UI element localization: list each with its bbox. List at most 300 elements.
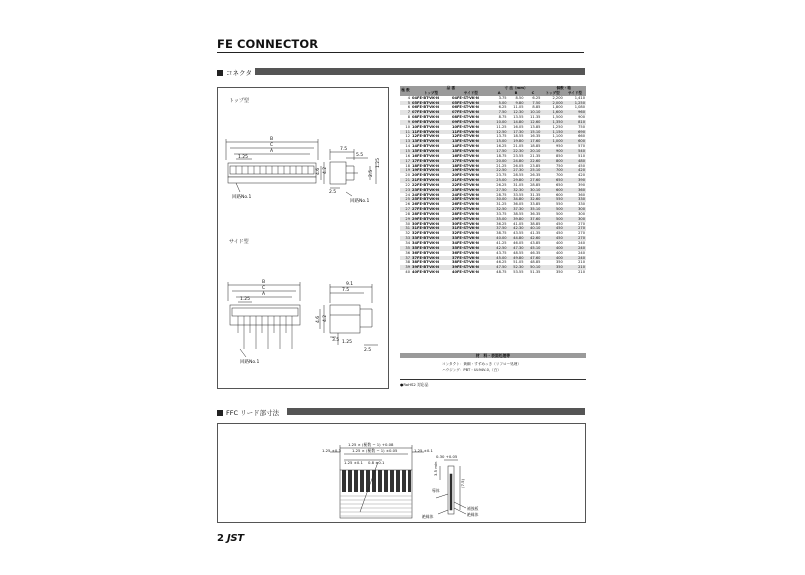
table-cell: 45.00 [491, 256, 508, 261]
table-cell: 15.10 [525, 130, 542, 135]
table-cell: 37 [400, 256, 411, 261]
table-cell: 37.30 [508, 207, 525, 212]
table-cell: 690 [564, 130, 586, 135]
table-cell: 41.35 [530, 231, 541, 236]
table-cell: 35.10 [525, 207, 542, 212]
table-cell: 05FE-BT-VK-N [411, 101, 451, 106]
table-cell: 05FE-ST-VK-N [451, 101, 491, 106]
section-header-connector [217, 68, 252, 77]
table-cell: 850 [555, 153, 563, 158]
table-cell: 36FE-BT-VK-N [412, 250, 440, 255]
table-cell: 400 [541, 256, 563, 261]
table-cell: 36FE-ST-VK-N [451, 250, 479, 255]
table-cell: 16 [405, 153, 410, 158]
dim-w1: 7.5 [340, 147, 348, 152]
table-cell: 15.00 [491, 139, 508, 144]
table-cell: 8.85 [532, 105, 541, 110]
table-cell: 25.10 [525, 168, 542, 173]
table-cell: 420 [564, 168, 586, 173]
table-cell: 26.25 [496, 182, 507, 187]
table-cell: 11.35 [530, 115, 541, 120]
ffc-support: 補強板 [467, 506, 479, 511]
table-cell: 16.35 [530, 134, 541, 139]
table-cell: 12FE-ST-VK-N [451, 134, 479, 139]
table-cell: 16.05 [513, 124, 524, 129]
section-bar-ffc [287, 408, 585, 415]
side-dim-s3: 2.5 [364, 348, 372, 353]
pin-label-top: 回路No.1 [232, 195, 252, 200]
table-cell: 04FE-BT-VK-N [412, 95, 440, 100]
table-cell: 49.80 [508, 256, 525, 261]
table-cell: 38FE-ST-VK-N [451, 260, 479, 265]
section-label-ffc: FFC リード部寸法 [226, 409, 280, 417]
table-cell: 33.75 [496, 211, 507, 216]
table-cell: 9.80 [508, 101, 525, 106]
ffc-drawing [320, 440, 490, 520]
jst-logo: JST [226, 533, 244, 544]
table-cell: 27 [400, 207, 411, 212]
table-cell: 14FE-ST-VK-N [451, 144, 479, 149]
table-cell: 24FE-BT-VK-N [412, 192, 440, 197]
title-rule [217, 52, 584, 53]
ffc-insulator-2: 絶縁体 [422, 514, 434, 519]
page-footer [217, 533, 244, 544]
table-cell: 21.25 [496, 163, 507, 168]
side-dim-c: C [262, 286, 266, 291]
table-cell: 46.35 [530, 250, 541, 255]
material-header: 材 料・表面処理等 [400, 353, 586, 358]
table-cell: 1,410 [574, 95, 585, 100]
table-cell: 39 [400, 265, 411, 270]
table-cell: 53.55 [513, 270, 524, 275]
table-cell: 48.55 [513, 250, 524, 255]
pin-label-top-side: 回路No.1 [350, 199, 370, 204]
table-cell: 350 [555, 270, 563, 275]
table-cell: 1,600 [541, 110, 563, 115]
table-cell: 1,800 [552, 105, 563, 110]
table-cell: 47.50 [491, 265, 508, 270]
table-cell: 550 [541, 197, 563, 202]
table-cell: 39FE-ST-VK-N [451, 265, 491, 270]
table-cell: 33.85 [530, 202, 541, 207]
table-cell: 21FE-ST-VK-N [451, 178, 491, 183]
table-cell: 21FE-BT-VK-N [411, 178, 451, 183]
table-cell: 43.85 [530, 241, 541, 245]
table-cell: 660 [578, 134, 585, 139]
table-cell: 500 [541, 217, 563, 222]
col-top: トップ型 [411, 91, 451, 96]
table-cell: 33 [400, 236, 411, 241]
table-cell: 240 [578, 250, 585, 255]
dim-w4: 1.25 [376, 157, 381, 168]
ffc-conductor: 導体 [432, 488, 440, 493]
table-cell: 30.10 [525, 188, 542, 193]
table-cell: 40FE-BT-VK-N [412, 270, 440, 275]
table-cell: 48.75 [496, 270, 507, 275]
side-pin-label: 回路No.1 [240, 360, 260, 365]
table-cell: 18.55 [513, 134, 524, 139]
table-cell: 41.25 [496, 241, 507, 245]
table-cell: 34FE-ST-VK-N [451, 241, 479, 245]
side-dim-w1: 9.1 [346, 282, 354, 287]
table-cell: 210 [564, 265, 586, 270]
page-number: 2 [217, 533, 224, 544]
table-cell: 800 [541, 159, 563, 164]
col-model: 品 番 [411, 86, 491, 91]
table-cell: 7.50 [491, 110, 508, 115]
section-bar [255, 68, 585, 75]
dim-a: A [270, 149, 274, 154]
dim-w2: 5.5 [356, 153, 364, 158]
table-cell: 600 [555, 192, 563, 197]
table-cell: 450 [555, 221, 563, 226]
table-cell: 16FE-BT-VK-N [412, 153, 440, 158]
table-cell: 26.05 [513, 163, 524, 168]
material-line-2: ハウジング：PBT・UL94V-0,（白） [442, 368, 501, 372]
ffc-strip: 3.5 min [433, 461, 438, 476]
table-cell: 12.60 [525, 120, 542, 125]
table-cell: 600 [541, 188, 563, 193]
table-cell: 32.30 [508, 188, 525, 193]
table-cell: 6 [407, 105, 410, 110]
table-cell: 8.50 [515, 95, 524, 100]
table-cell: 20 [405, 173, 410, 178]
ffc-thickness: 0.30 +0.05 [436, 454, 458, 459]
table-cell: 11 [400, 130, 411, 135]
section-label: コネクタ [226, 69, 252, 77]
table-cell: 2,200 [552, 95, 563, 100]
table-cell: 08FE-ST-VK-N [451, 115, 479, 120]
table-cell: 360 [564, 188, 586, 193]
side-dim-w2: 7.5 [342, 288, 350, 293]
table-cell: 22 [405, 182, 410, 187]
table-cell: 15FE-BT-VK-N [411, 149, 451, 154]
table-cell: 32 [405, 231, 410, 236]
col-side: サイド型 [451, 91, 491, 96]
table-cell: 270 [564, 236, 586, 241]
table-cell: 20FE-BT-VK-N [412, 173, 440, 178]
table-cell: 28.55 [513, 173, 524, 178]
table-cell: 50.10 [525, 265, 542, 270]
table-cell: 26.35 [530, 173, 541, 178]
dim-c: C [270, 143, 274, 148]
table-cell: 31.25 [496, 202, 507, 207]
table-cell: 32.60 [525, 197, 542, 202]
table-cell: 44.80 [508, 236, 525, 241]
table-cell: 23.55 [513, 153, 524, 158]
table-cell: 510 [578, 153, 585, 158]
table-cell: 390 [578, 182, 585, 187]
table-cell: 300 [564, 217, 586, 222]
dim-h2: 4.2 [323, 166, 328, 174]
side-type-label: サイド型 [229, 239, 249, 245]
table-cell: 35FE-BT-VK-N [411, 246, 451, 251]
table-cell: 950 [555, 144, 563, 149]
col-c: C [525, 91, 542, 96]
table-cell: 39FE-BT-VK-N [411, 265, 451, 270]
table-cell: 27FE-ST-VK-N [451, 207, 491, 212]
table-cell: 34 [405, 241, 410, 245]
table-cell: 32FE-BT-VK-N [412, 231, 440, 236]
table-cell: 38.75 [496, 231, 507, 236]
table-cell: 27.60 [525, 178, 542, 183]
table-cell: 28FE-ST-VK-N [451, 211, 479, 216]
table-cell: 17.50 [491, 149, 508, 154]
table-cell: 2,000 [541, 101, 563, 106]
table-cell: 42.30 [508, 226, 525, 231]
table-cell: 30 [405, 221, 410, 226]
table-cell: 450 [541, 236, 563, 241]
table-cell: 270 [578, 221, 585, 226]
table-cell: 11FE-BT-VK-N [411, 130, 451, 135]
ffc-dim-5: 0.8 ±0.1 [368, 460, 385, 465]
side-dim-h1: 4.6 [316, 315, 321, 323]
table-cell: 40.00 [491, 236, 508, 241]
table-cell: 750 [578, 124, 585, 129]
table-cell: 51.05 [513, 260, 524, 265]
ffc-dim-3: 1.25 ±0.3 [322, 448, 341, 453]
table-cell: 33.55 [513, 192, 524, 197]
table-cell: 20FE-ST-VK-N [451, 173, 479, 178]
table-cell: 330 [578, 202, 585, 207]
table-cell: 900 [541, 149, 563, 154]
table-cell: 33FE-BT-VK-N [411, 236, 451, 241]
ffc-dim-4: 1.25 ±0.1 [344, 460, 363, 465]
table-cell: 16.25 [496, 144, 507, 149]
table-cell: 500 [555, 211, 563, 216]
table-cell: 11.05 [513, 105, 524, 110]
side-dim-s1: 3.5 [332, 338, 340, 343]
table-cell: 18 [405, 163, 410, 168]
table-cell: 30FE-BT-VK-N [412, 221, 440, 226]
table-cell: 14FE-BT-VK-N [412, 144, 440, 149]
table-cell: 18.75 [496, 153, 507, 158]
table-cell: 18.85 [530, 144, 541, 149]
side-dim-pitch: 1.25 [240, 297, 251, 302]
table-cell: 27FE-BT-VK-N [411, 207, 451, 212]
table-cell: 1,150 [541, 130, 563, 135]
table-cell: 29.80 [508, 178, 525, 183]
table-cell: 210 [578, 260, 585, 265]
table-cell: 34FE-BT-VK-N [412, 241, 440, 245]
table-cell: 06FE-BT-VK-N [412, 105, 440, 110]
section-marker-icon [217, 410, 223, 416]
table-cell: 17.30 [508, 130, 525, 135]
table-cell: 23FE-ST-VK-N [451, 188, 491, 193]
table-cell: 38FE-BT-VK-N [412, 260, 440, 265]
table-cell: 300 [578, 211, 585, 216]
table-cell: 19 [400, 168, 411, 173]
table-cell: 12 [405, 134, 410, 139]
table-cell: 25FE-ST-VK-N [451, 197, 491, 202]
table-cell: 36 [405, 250, 410, 255]
table-cell: 34.80 [508, 197, 525, 202]
table-cell: 8.75 [498, 115, 507, 120]
table-cell: 37FE-ST-VK-N [451, 256, 491, 261]
table-cell: 810 [564, 120, 586, 125]
table-cell: 36.05 [513, 202, 524, 207]
table-cell: 23FE-BT-VK-N [411, 188, 451, 193]
table-cell: 700 [555, 173, 563, 178]
table-cell: 22.60 [525, 159, 542, 164]
table-cell: 11.25 [496, 124, 507, 129]
table-cell: 17.60 [525, 139, 542, 144]
table-cell: 24 [405, 192, 410, 197]
table-cell: 39.80 [508, 217, 525, 222]
top-type-drawing [218, 130, 388, 210]
table-cell: 480 [564, 159, 586, 164]
table-cell: 40.10 [525, 226, 542, 231]
ffc-dim-2: 1.25 × (極数 − 1) ±0.05 [352, 448, 398, 453]
table-cell: 23 [400, 188, 411, 193]
table-cell: 12.30 [508, 110, 525, 115]
table-cell: 570 [578, 144, 585, 149]
col-circuits: 極 数 [400, 86, 411, 96]
table-cell: 14 [405, 144, 410, 149]
table-cell: 13FE-ST-VK-N [451, 139, 491, 144]
table-cell: 17FE-ST-VK-N [451, 159, 491, 164]
section-marker-icon [217, 70, 223, 76]
table-cell: 35FE-ST-VK-N [451, 246, 491, 251]
table-cell: 240 [564, 246, 586, 251]
table-cell: 42.50 [491, 246, 508, 251]
table-cell: 9 [400, 120, 411, 125]
table-cell: 16FE-ST-VK-N [451, 153, 479, 158]
table-cell: 240 [564, 256, 586, 261]
table-cell: 26 [405, 202, 410, 207]
table-cell: 24.80 [508, 159, 525, 164]
table-cell: 25FE-BT-VK-N [411, 197, 451, 202]
table-cell: 19FE-BT-VK-N [411, 168, 451, 173]
table-cell: 37.50 [491, 226, 508, 231]
table-cell: 29FE-BT-VK-N [411, 217, 451, 222]
table-cell: 23.75 [496, 173, 507, 178]
table-cell: 7 [400, 110, 411, 115]
table-cell: 1,350 [541, 120, 563, 125]
table-cell: 10FE-ST-VK-N [451, 124, 479, 129]
table-cell: 18FE-BT-VK-N [412, 163, 440, 168]
table-cell: 46.05 [513, 241, 524, 245]
table-cell: 270 [578, 231, 585, 236]
table-cell: 09FE-ST-VK-N [451, 120, 491, 125]
table-cell: 36.35 [530, 211, 541, 216]
side-dim-a: A [262, 292, 266, 297]
table-cell: 28.75 [496, 192, 507, 197]
table-cell: 4 [407, 95, 410, 100]
material-line-1: コンタクト：黄銅・すずめっき（リフロー処理） [442, 362, 521, 366]
table-cell: 11FE-ST-VK-N [451, 130, 491, 135]
table-cell: 10 [405, 124, 410, 129]
table-cell: 210 [578, 270, 585, 275]
dim-h1: 4.6 [316, 167, 321, 175]
table-cell: 14.80 [508, 120, 525, 125]
table-cell: 540 [564, 149, 586, 154]
table-cell: 28 [405, 211, 410, 216]
table-cell: 19FE-ST-VK-N [451, 168, 491, 173]
table-cell: 07FE-ST-VK-N [451, 110, 491, 115]
table-cell: 900 [578, 115, 585, 120]
table-cell: 21.05 [513, 144, 524, 149]
table-cell: 19.80 [508, 139, 525, 144]
table-cell: 32.50 [491, 207, 508, 212]
side-dim-s2: 1.25 [342, 340, 353, 345]
table-cell: 21.35 [530, 153, 541, 158]
section-header-ffc [217, 408, 279, 417]
table-cell: 08FE-BT-VK-N [412, 115, 440, 120]
table-cell: 1,500 [552, 115, 563, 120]
table-cell: 13FE-BT-VK-N [411, 139, 451, 144]
table-cell: 270 [564, 226, 586, 231]
top-type-label: トップ型 [229, 98, 249, 104]
table-cell: 42.60 [525, 236, 542, 241]
table-cell: 5.00 [491, 101, 508, 106]
col-dims: 寸 法（mm） [491, 86, 542, 91]
table-cell: 22.30 [508, 149, 525, 154]
table-cell: 31FE-ST-VK-N [451, 226, 491, 231]
material-rule [400, 379, 586, 380]
table-cell: 17FE-BT-VK-N [411, 159, 451, 164]
table-cell: 51.35 [530, 270, 541, 275]
table-cell: 700 [541, 168, 563, 173]
ffc-length-ref: (7.5) [460, 478, 465, 488]
table-cell: 13 [400, 139, 411, 144]
table-cell: 1,250 [564, 101, 586, 106]
table-cell: 46.25 [496, 260, 507, 265]
table-cell: 38.85 [530, 221, 541, 226]
table-cell: 07FE-BT-VK-N [411, 110, 451, 115]
table-cell: 23.85 [530, 163, 541, 168]
table-cell: 25 [400, 197, 411, 202]
table-cell: 450 [555, 231, 563, 236]
table-cell: 8 [407, 115, 410, 120]
table-cell: 28.85 [530, 182, 541, 187]
table-cell: 29FE-ST-VK-N [451, 217, 491, 222]
table-cell: 450 [541, 226, 563, 231]
table-cell: 22FE-BT-VK-N [412, 182, 440, 187]
table-cell: 20.00 [491, 159, 508, 164]
table-cell: 41.05 [513, 221, 524, 226]
table-cell: 6.25 [532, 95, 541, 100]
ffc-dim-1: 1.25 × (極数 − 1) +0.08 [348, 442, 394, 447]
table-cell: 13.75 [496, 134, 507, 139]
table-cell: 43.55 [513, 231, 524, 236]
table-cell: 240 [578, 241, 585, 245]
table-cell: 1,000 [541, 139, 563, 144]
table-cell: 330 [564, 197, 586, 202]
table-cell: 35.00 [491, 217, 508, 222]
col-b: B [508, 91, 525, 96]
table-cell: 350 [555, 260, 563, 265]
table-cell: 36.25 [496, 221, 507, 226]
table-cell: 17 [400, 159, 411, 164]
table-cell: 400 [541, 246, 563, 251]
table-cell: 47.30 [508, 246, 525, 251]
table-cell: 52.30 [508, 265, 525, 270]
table-cell: 27.30 [508, 168, 525, 173]
rohs-note: ●RoHS2 対応品 [400, 382, 429, 387]
table-cell: 450 [578, 163, 585, 168]
dim-b: B [270, 137, 274, 142]
table-cell: 15 [400, 149, 411, 154]
table-cell: 29 [400, 217, 411, 222]
dim-pitch: 1.25 [238, 155, 249, 160]
table-cell: 3.75 [498, 95, 507, 100]
table-cell: 09FE-BT-VK-N [411, 120, 451, 125]
table-cell: 27.50 [491, 188, 508, 193]
side-type-drawing [218, 275, 388, 367]
table-cell: 30.00 [491, 197, 508, 202]
table-cell: 40FE-ST-VK-N [451, 270, 479, 275]
